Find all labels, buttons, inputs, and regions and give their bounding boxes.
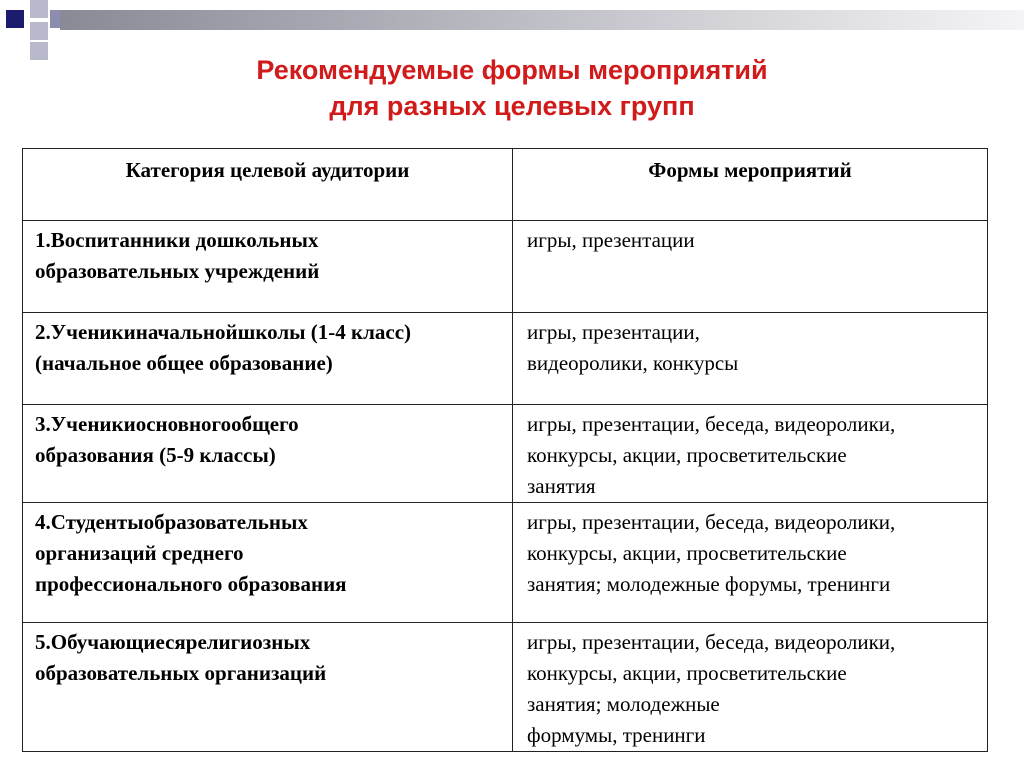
decor-square-light — [30, 22, 48, 40]
category-cell: 2.Ученикиначальнойшколы (1-4 класс) (начальное общее образование) — [23, 313, 513, 405]
table-row — [23, 503, 988, 623]
category-cell: 3.Ученикиосновногообщего образования (5-9 классы) — [23, 405, 513, 503]
decor-square-dark — [6, 10, 24, 28]
forms-cell: игры, презентации — [513, 221, 988, 313]
category-cell: 4.Студентыобразовательных организаций среднего профессионального образования — [23, 503, 513, 623]
header-forms: Формы мероприятий — [513, 149, 988, 221]
forms-cell: игры, презентации, беседа, видеоролики, конкурсы, акции, просветительские занятия — [513, 405, 988, 503]
category-cell: 5.Обучающиесярелигиозных образовательных организаций — [23, 623, 513, 752]
target-groups-table — [22, 148, 988, 752]
table-row — [23, 313, 988, 405]
forms-cell: игры, презентации, видеоролики, конкурсы — [513, 313, 988, 405]
page-title-line2: для разных целевых групп — [329, 91, 695, 121]
forms-cell: игры, презентации, беседа, видеоролики, конкурсы, акции, просветительские занятия; молодежные форумы, тренинги — [513, 503, 988, 623]
table-header-row — [23, 149, 988, 221]
table-row — [23, 221, 988, 313]
table-row — [23, 405, 988, 503]
decor-square-light — [30, 0, 48, 18]
forms-cell: игры, презентации, беседа, видеоролики, конкурсы, акции, просветительские занятия; молодежные формумы, тренинги — [513, 623, 988, 752]
category-cell: 1.Воспитанники дошкольных образовательных учреждений — [23, 221, 513, 313]
page-title — [0, 52, 1024, 124]
header-category: Категория целевой аудитории — [23, 149, 513, 221]
page-title-line1: Рекомендуемые формы мероприятий — [256, 55, 768, 85]
header-gradient-bar — [60, 10, 1024, 30]
table-row — [23, 623, 988, 752]
